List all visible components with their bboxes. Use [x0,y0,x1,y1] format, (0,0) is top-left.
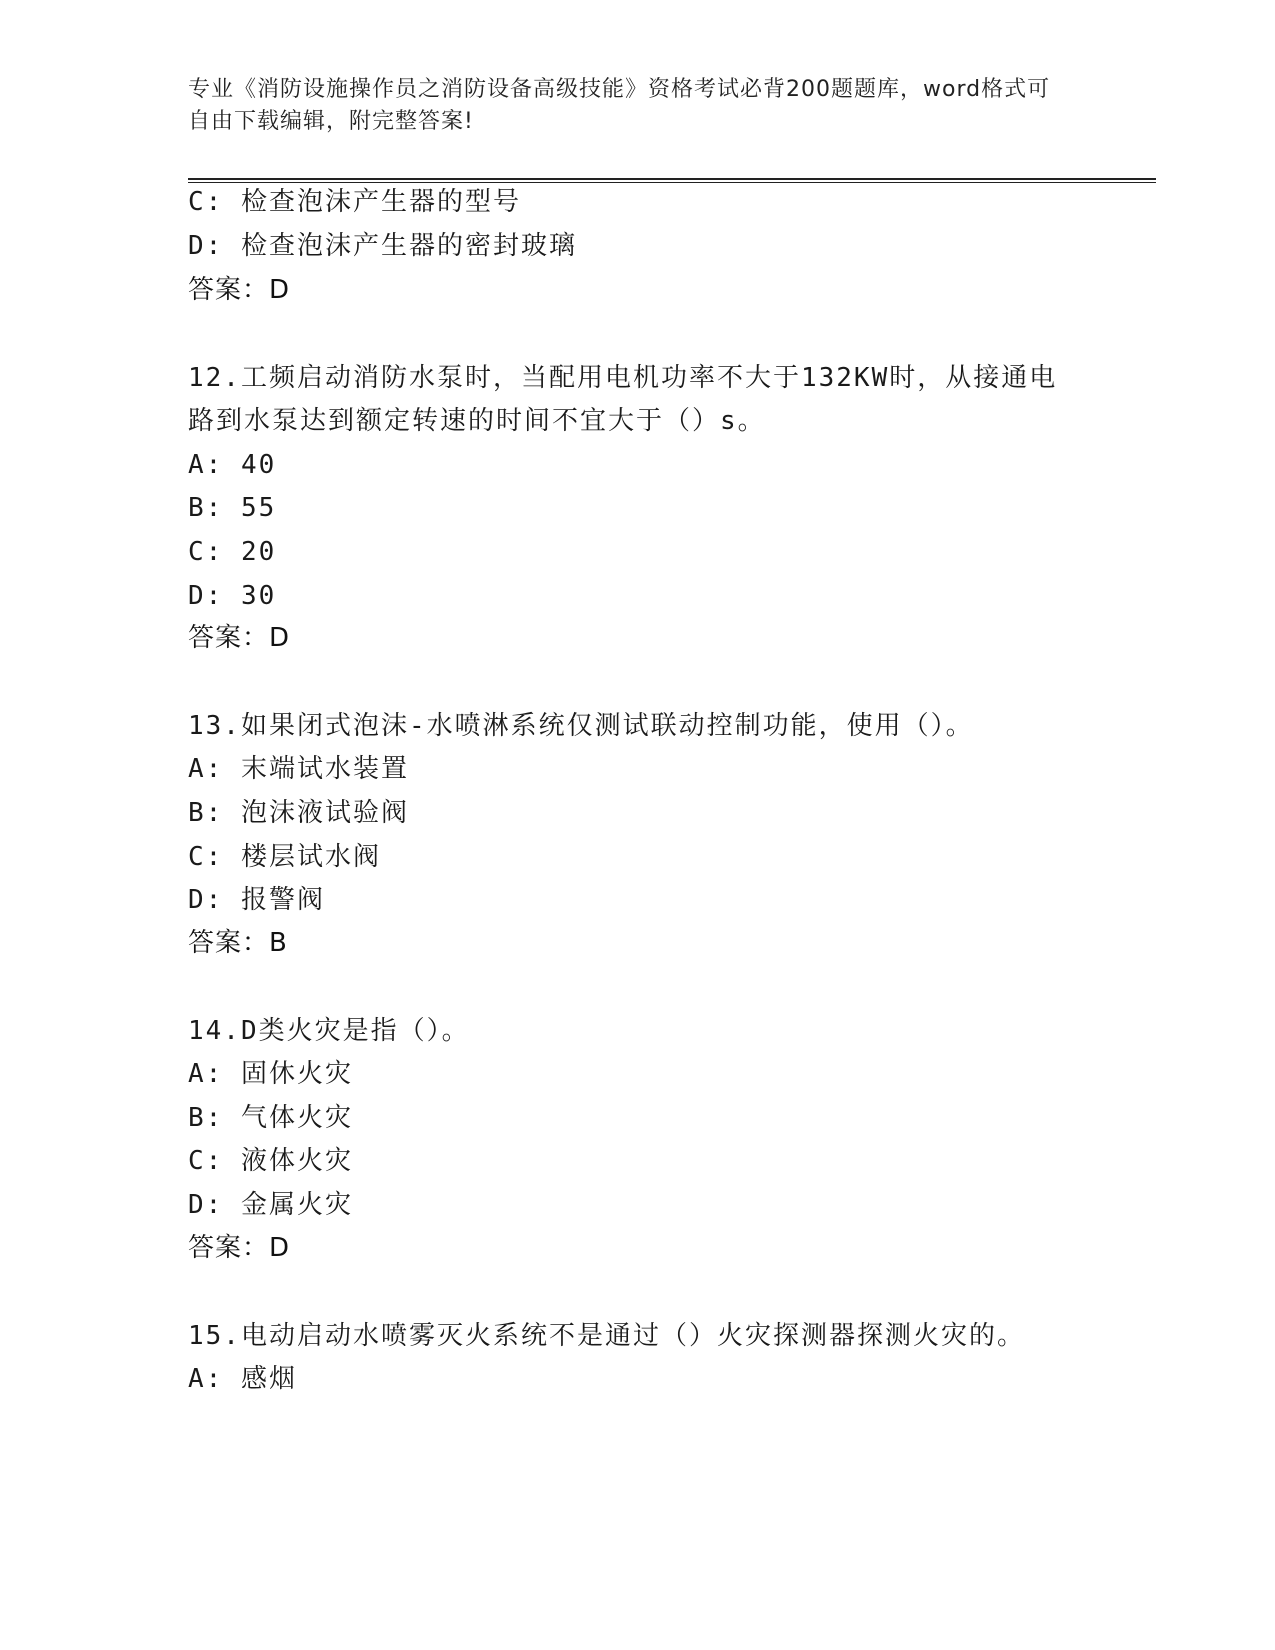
question-13-answer: 答案：B [188,928,288,958]
question-14-option-c: C: 液体火灾 [188,1146,353,1176]
header-divider [188,178,1156,183]
question-13-stem: 13.如果闭式泡沫-水喷淋系统仅测试联动控制功能，使用（）。 [188,711,974,741]
question-13-option-d: D: 报警阀 [188,885,325,915]
question-13-option-a: A: 末端试水装置 [188,754,409,784]
question-12-answer: 答案：D [188,623,291,653]
question-13-option-c: C: 楼层试水阀 [188,842,381,872]
question-14-option-a: A: 固休火灾 [188,1059,353,1089]
answer: 答案：D [188,275,291,305]
question-12-option-a: A: 40 [188,450,277,480]
option-c: C: 检查泡沫产生器的型号 [188,187,521,217]
question-12-option-c: C: 20 [188,537,277,567]
question-14-option-d: D: 金属火灾 [188,1190,353,1220]
question-12-stem-line2: 路到水泵达到额定转速的时间不宜大于（）s。 [188,406,766,436]
question-14-answer: 答案：D [188,1233,291,1263]
question-15-option-a: A: 感烟 [188,1364,297,1394]
question-13-option-b: B: 泡沫液试验阀 [188,798,409,828]
document-header: 专业《消防设施操作员之消防设备高级技能》资格考试必背200题题库，word格式可自由下载编辑，附完整答案! [188,77,1051,134]
question-12-stem-line1: 12.工频启动消防水泵时，当配用电机功率不大于132KW时，从接通电 [188,363,1058,393]
question-15-stem: 15.电动启动水喷雾灭火系统不是通过（）火灾探测器探测火灾的。 [188,1321,1025,1351]
question-14-stem: 14.D类火灾是指（）。 [188,1016,470,1046]
question-12-option-d: D: 30 [188,581,277,611]
option-d: D: 检查泡沫产生器的密封玻璃 [188,231,577,261]
question-12-option-b: B: 55 [188,493,277,523]
question-14-option-b: B: 气体火灾 [188,1103,353,1133]
